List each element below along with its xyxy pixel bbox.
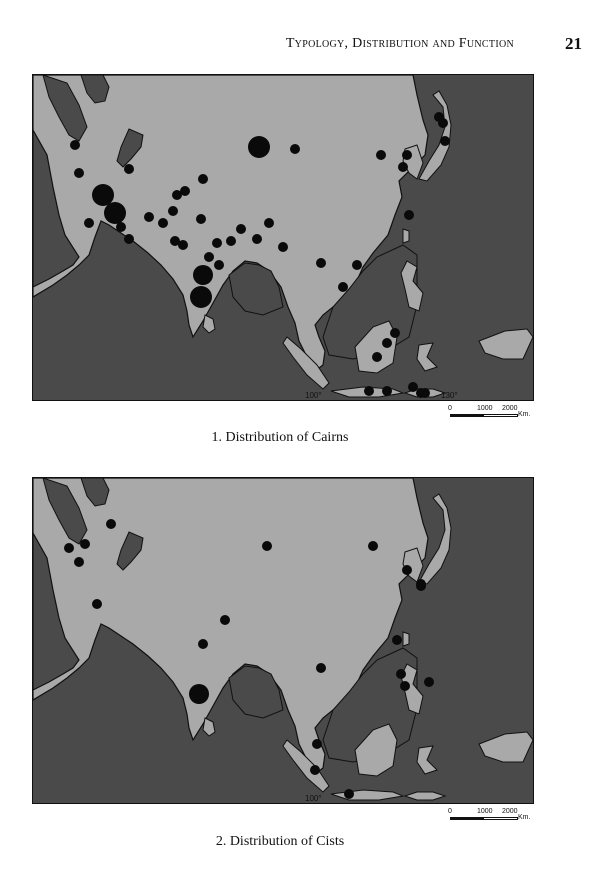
longitude-label-100: 100° bbox=[305, 391, 322, 400]
cists-distribution-map bbox=[32, 477, 534, 804]
cist-site-marker bbox=[396, 669, 406, 679]
cairn-site-marker bbox=[372, 352, 382, 362]
cairn-site-marker bbox=[178, 240, 188, 250]
taiwan bbox=[403, 229, 409, 243]
cist-site-marker bbox=[424, 677, 434, 687]
cairn-site-marker bbox=[338, 282, 348, 292]
cist-site-marker bbox=[92, 599, 102, 609]
cairn-site-marker bbox=[390, 328, 400, 338]
cairn-site-marker bbox=[198, 174, 208, 184]
figure-1-caption: 1. Distribution of Cairns bbox=[211, 430, 349, 445]
scale-1-bar bbox=[450, 414, 518, 417]
cairn-site-marker bbox=[84, 218, 94, 228]
cairn-site-marker bbox=[290, 144, 300, 154]
cairn-site-marker bbox=[204, 252, 214, 262]
cairn-site-marker bbox=[92, 184, 114, 206]
cairn-site-marker bbox=[402, 150, 412, 160]
cairn-site-marker bbox=[124, 164, 134, 174]
cairn-site-marker bbox=[144, 212, 154, 222]
cairn-site-marker bbox=[214, 260, 224, 270]
cairn-site-marker bbox=[168, 206, 178, 216]
cist-site-marker bbox=[402, 565, 412, 575]
cairn-site-marker bbox=[420, 388, 430, 398]
cist-site-marker bbox=[416, 579, 426, 589]
cairn-site-marker bbox=[376, 150, 386, 160]
cairn-site-marker bbox=[382, 338, 392, 348]
longitude-label-130: 130° bbox=[441, 391, 458, 400]
cist-site-marker bbox=[80, 539, 90, 549]
cairn-site-marker bbox=[116, 222, 126, 232]
scale-bar-1 bbox=[450, 405, 536, 421]
cairn-site-marker bbox=[352, 260, 362, 270]
cist-site-marker bbox=[344, 789, 354, 799]
cairn-site-marker bbox=[434, 112, 444, 122]
cairn-site-marker bbox=[236, 224, 246, 234]
cairn-site-marker bbox=[382, 386, 392, 396]
cairn-site-marker bbox=[408, 382, 418, 392]
scale-2-bar bbox=[450, 817, 518, 820]
scale-1-unit: Km. bbox=[518, 411, 531, 418]
longitude-label-100: 100° bbox=[305, 794, 322, 803]
cairn-site-marker bbox=[364, 386, 374, 396]
running-head-title: Typology, Distribution and Function bbox=[285, 36, 514, 51]
cairn-site-marker bbox=[70, 140, 80, 150]
map-1-svg bbox=[33, 75, 534, 401]
cairn-site-marker bbox=[172, 190, 182, 200]
cist-site-marker bbox=[198, 639, 208, 649]
cist-site-marker bbox=[74, 557, 84, 567]
cist-site-marker bbox=[64, 543, 74, 553]
cairn-site-marker bbox=[190, 286, 212, 308]
cairn-site-marker bbox=[252, 234, 262, 244]
cairn-site-marker bbox=[212, 238, 222, 248]
cairn-site-marker bbox=[404, 210, 414, 220]
scale-1-tick-2000: 2000 bbox=[502, 405, 518, 412]
cairn-site-marker bbox=[193, 265, 213, 285]
cairn-site-marker bbox=[124, 234, 134, 244]
cairn-site-marker bbox=[226, 236, 236, 246]
cist-site-marker bbox=[316, 663, 326, 673]
figure-2-caption: 2. Distribution of Cists bbox=[215, 834, 345, 849]
cairn-site-marker bbox=[264, 218, 274, 228]
running-head bbox=[0, 36, 600, 56]
map-2-svg bbox=[33, 478, 534, 804]
page-number: 21 bbox=[565, 34, 582, 53]
scale-2-tick-1000: 1000 bbox=[477, 808, 493, 815]
cairn-site-marker bbox=[398, 162, 408, 172]
cairn-site-marker bbox=[440, 136, 450, 146]
cairn-site-marker bbox=[316, 258, 326, 268]
scale-2-unit: Km. bbox=[518, 814, 531, 821]
cist-site-marker bbox=[310, 765, 320, 775]
scale-1-tick-1000: 1000 bbox=[477, 405, 493, 412]
cist-site-marker bbox=[368, 541, 378, 551]
cairn-site-marker bbox=[74, 168, 84, 178]
scale-2-tick-0: 0 bbox=[448, 808, 452, 815]
cairn-site-marker bbox=[278, 242, 288, 252]
cist-site-marker bbox=[106, 519, 116, 529]
cairn-site-marker bbox=[158, 218, 168, 228]
cairn-site-marker bbox=[248, 136, 270, 158]
cairns-distribution-map bbox=[32, 74, 534, 401]
cairn-site-marker bbox=[196, 214, 206, 224]
cist-site-marker bbox=[400, 681, 410, 691]
cist-site-marker bbox=[312, 739, 322, 749]
cist-site-marker bbox=[262, 541, 272, 551]
taiwan bbox=[403, 632, 409, 646]
cist-site-marker bbox=[220, 615, 230, 625]
scale-1-tick-0: 0 bbox=[448, 405, 452, 412]
cist-site-marker bbox=[189, 684, 209, 704]
scale-bar-2 bbox=[450, 808, 536, 824]
cist-site-marker bbox=[392, 635, 402, 645]
scale-2-tick-2000: 2000 bbox=[502, 808, 518, 815]
cairn-site-marker bbox=[104, 202, 126, 224]
